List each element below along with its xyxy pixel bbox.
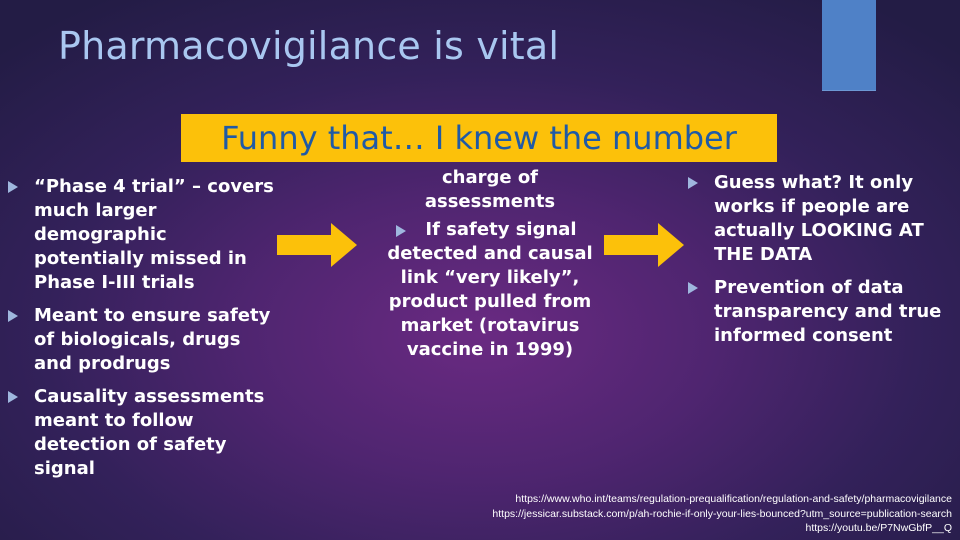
- bullet-text: Prevention of data transparency and true informed consent: [714, 277, 942, 346]
- list-item: [688, 171, 958, 267]
- callout-banner: [181, 114, 777, 162]
- middle-text-block: [374, 166, 606, 362]
- middle-sub-bullet: [374, 218, 606, 362]
- right-bullet-list: [688, 171, 958, 357]
- list-item: [688, 276, 958, 348]
- slide-title: Pharmacovigilance is vital: [58, 24, 560, 68]
- right-arrow-icon: [604, 223, 684, 267]
- bullet-text: If safety signal detected and causal link “very likely”, product pulled from market (rotavirus vaccine in 1999): [387, 219, 593, 360]
- triangle-bullet-icon: [8, 391, 18, 403]
- accent-bar: [822, 0, 876, 91]
- triangle-bullet-icon: [8, 181, 18, 193]
- bullet-text: Causality assessments meant to follow detection of safety signal: [34, 386, 265, 479]
- triangle-bullet-icon: [396, 225, 406, 237]
- list-item: [8, 304, 276, 376]
- triangle-bullet-icon: [688, 177, 698, 189]
- callout-text: Funny that… I knew the number: [221, 119, 737, 157]
- references: [492, 492, 952, 536]
- bullet-text: Meant to ensure safety of biologicals, drugs and prodrugs: [34, 305, 271, 374]
- left-bullet-list: [8, 175, 276, 490]
- triangle-bullet-icon: [688, 282, 698, 294]
- reference-link[interactable]: https://jessicar.substack.com/p/ah-rochie-if-only-your-lies-bounced?utm_source=publication-search: [492, 507, 952, 520]
- triangle-bullet-icon: [8, 310, 18, 322]
- bullet-text: “Phase 4 trial” – covers much larger demographic potentially missed in Phase I-III trials: [34, 176, 274, 293]
- right-arrow-icon: [277, 223, 357, 267]
- middle-lead-text: charge of assessments: [424, 167, 556, 212]
- list-item: [8, 175, 276, 295]
- list-item: [8, 385, 276, 481]
- reference-link[interactable]: https://www.who.int/teams/regulation-prequalification/regulation-and-safety/pharmacovigilance: [515, 493, 952, 505]
- bullet-text: Guess what? It only works if people are actually LOOKING AT THE DATA: [714, 172, 924, 265]
- reference-link[interactable]: https://youtu.be/P7NwGbfP__Q: [805, 522, 952, 534]
